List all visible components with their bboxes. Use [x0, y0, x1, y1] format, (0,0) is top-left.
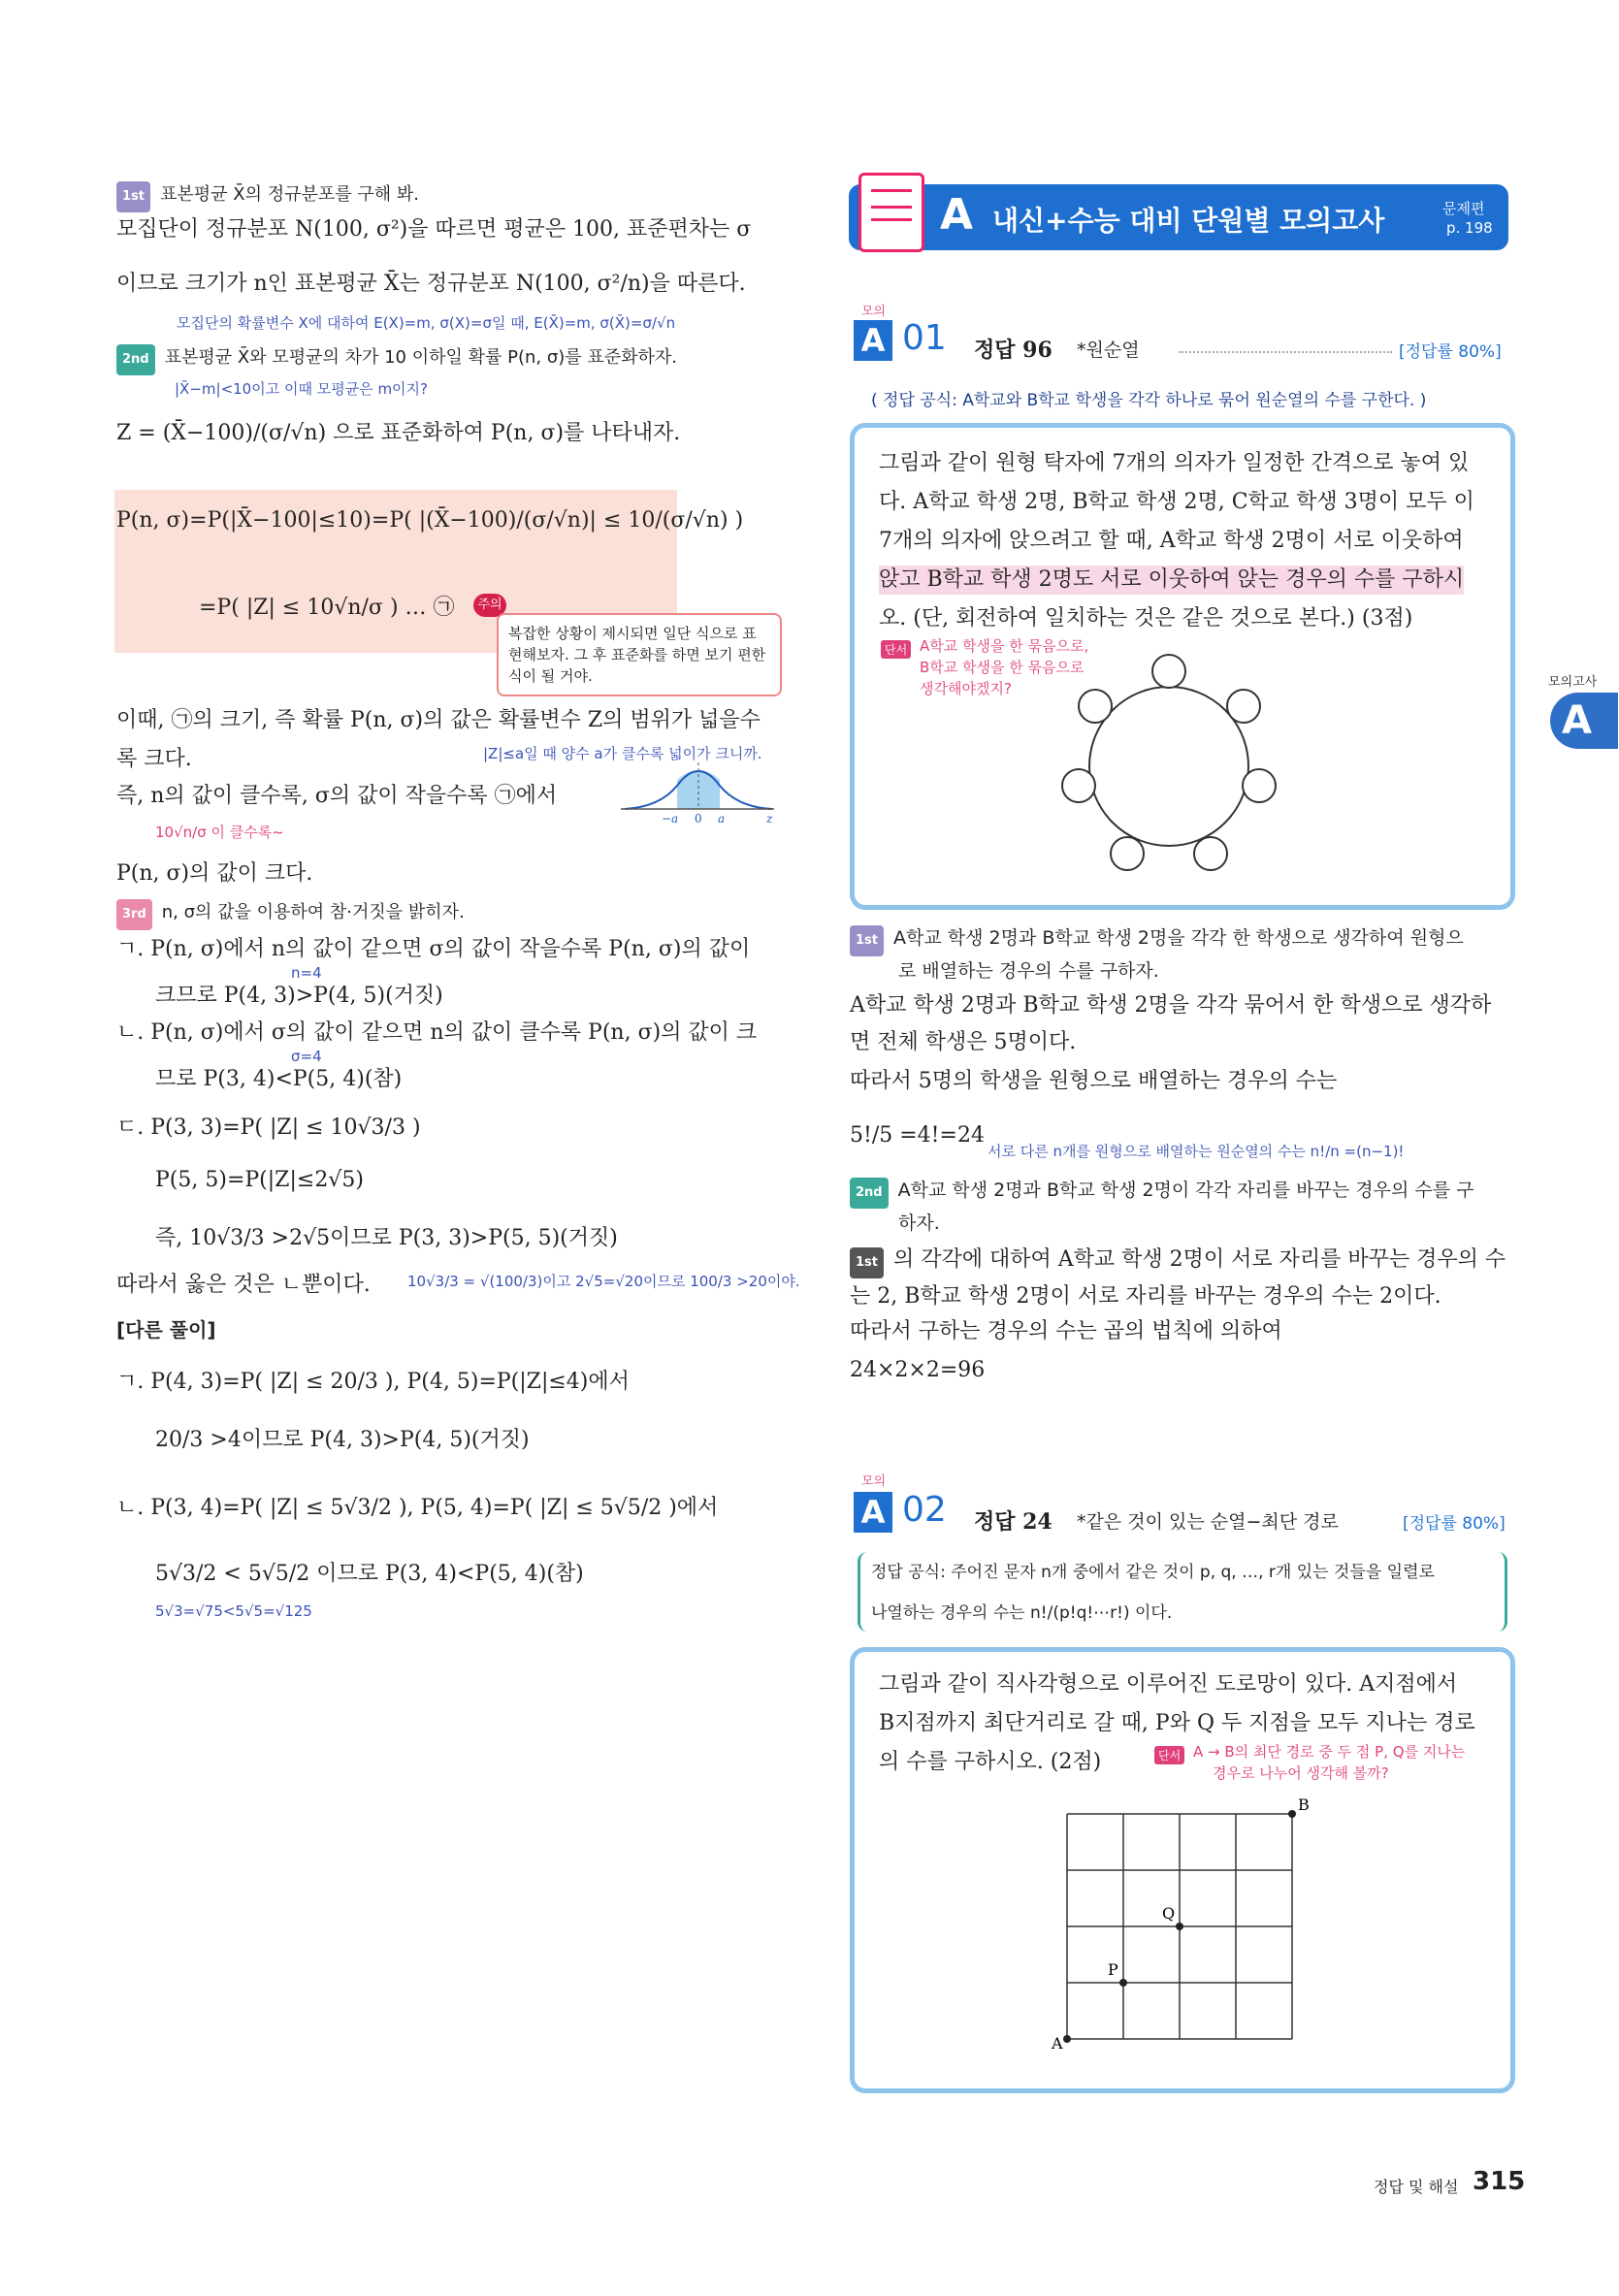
chair — [1243, 769, 1276, 802]
alt-line-4: 5√3/2 < 5√5/2 이므로 P(3, 4)<P(5, 4)(참) — [155, 1562, 584, 1586]
chair — [1062, 769, 1095, 802]
q1-letter: A — [854, 320, 892, 361]
note-2: |X̄−m|<10이고 이때 모평균은 m이지? — [175, 380, 428, 398]
box-line-2: =P( |Z| ≤ 10√n/σ ) … ㉠ — [199, 596, 455, 620]
point-A-dot — [1063, 2035, 1071, 2043]
para-2: 이므로 크기가 n인 표본평균 X̄는 정규분포 N(100, σ²/n)을 따른다. — [116, 272, 746, 296]
step2-badge: 2nd — [116, 344, 155, 375]
caution-tag: 주의 — [473, 594, 506, 617]
q2-answer: 정답 24 — [974, 1509, 1052, 1535]
q1-text-8: 24×2×2=96 — [850, 1358, 986, 1382]
point-Q-label: Q — [1162, 1904, 1176, 1923]
banner-title: 내신+수능 대비 단원별 모의고사 — [992, 205, 1385, 237]
label-minus-a: −a — [662, 812, 679, 823]
point-B-dot — [1288, 1810, 1296, 1818]
na-note: σ=4 — [291, 1048, 322, 1065]
q1-rate: [정답률 80%] — [1399, 342, 1502, 362]
chair — [1194, 837, 1227, 870]
q1-step1-cont: 로 배열하는 경우의 수를 구하자. — [898, 960, 1159, 982]
step1-badge: 1st — [116, 181, 150, 212]
q1-step1: 1st A학교 학생 2명과 B학교 학생 2명을 각각 한 학생으로 생각하여 원형으 — [850, 923, 1464, 956]
q1-text-3: 따라서 5명의 학생을 원형으로 배열하는 경우의 수는 — [850, 1069, 1338, 1093]
q1-text-1: A학교 학생 2명과 B학교 학생 2명을 각각 묶어서 한 학생으로 생각하 — [850, 993, 1492, 1018]
ga-note: n=4 — [291, 964, 322, 982]
na-line-1: ㄴ. P(n, σ)에서 σ의 값이 같으면 n의 값이 클수록 P(n, σ)의 값이 크 — [116, 1020, 758, 1045]
note-5: 10√3/3 = √(100/3)이고 2√5=√20이므로 100/3 >20이야. — [407, 1273, 800, 1290]
q1-problem-line-1: 그림과 같이 원형 탁자에 7개의 의자가 일정한 간격으로 놓여 있 — [879, 451, 1470, 475]
q1-formula: ( 정답 공식: A학교와 B학교 학생을 각각 하나로 묶어 원순열의 수를 구한다. ) — [871, 391, 1427, 410]
alt-solution-title: [다른 풀이] — [116, 1318, 216, 1342]
note-1: 모집단의 확률변수 X에 대하여 E(X)=m, σ(X)=σ일 때, E(X̄)=m, σ(X̄)=σ/√n — [177, 314, 676, 332]
q1-dots — [1179, 351, 1392, 353]
unit-banner — [849, 184, 1508, 250]
banner-ref-2: p. 198 — [1446, 219, 1493, 237]
q2-hint-2: 경우로 나누어 생각해 볼까? — [1213, 1764, 1389, 1782]
q1-topic: *원순열 — [1077, 340, 1140, 361]
q1-hint-3: 생각해야겠지? — [920, 680, 1012, 697]
q1-step2-cont: 하자. — [898, 1213, 940, 1234]
point-A-label: A — [1052, 2034, 1063, 2053]
da-line-2: P(5, 5)=P(|Z|≤2√5) — [155, 1168, 364, 1192]
label-z: z — [766, 812, 773, 823]
note-3: |Z|≤a일 때 양수 a가 클수록 넓이가 크니까. — [483, 745, 762, 762]
page-number: 315 — [1473, 2167, 1526, 2196]
para-1: 모집단이 정규분포 N(100, σ²)을 따르면 평균은 100, 표준편차는 σ — [116, 217, 752, 242]
q2-topic: *같은 것이 있는 순열−최단 경로 — [1077, 1511, 1339, 1533]
q1-note: 서로 다른 n개를 원형으로 배열하는 원순열의 수는 n!/n =(n−1)! — [988, 1143, 1405, 1160]
q1-text-4: 5!/5 =4!=24 — [850, 1123, 985, 1148]
banner-letter: A — [940, 190, 974, 240]
step3-title: 3rd n, σ의 값을 이용하여 참·거짓을 밝히자. — [116, 898, 465, 930]
q2-hint-1: A → B의 최단 경로 중 두 점 P, Q를 지나는 — [1193, 1743, 1466, 1761]
point-Q-dot — [1176, 1923, 1183, 1930]
q2-rate: [정답률 80%] — [1403, 1514, 1506, 1534]
q2-letter: A — [854, 1492, 892, 1533]
normal-curve-figure — [621, 755, 776, 823]
q2-formula-2: 나열하는 경우의 수는 n!/(p!q!⋯r!) 이다. — [871, 1603, 1173, 1623]
conclusion: 따라서 옳은 것은 ㄴ뿐이다. — [116, 1273, 371, 1297]
para-3: 이때, ㉠의 크기, 즉 확률 P(n, σ)의 값은 확률변수 Z의 범위가 넓을수 — [116, 708, 761, 732]
q1-text-7: 따라서 구하는 경우의 수는 곱의 법칙에 의하여 — [850, 1319, 1282, 1343]
q1-tag: 모의 — [861, 305, 887, 319]
side-tab-label: 모의고사 — [1548, 675, 1598, 690]
q1-problem-line-3: 7개의 의자에 앉으려고 할 때, A학교 학생 2명이 서로 이웃하여 — [879, 529, 1464, 553]
para-5: 즉, n의 값이 클수록, σ의 값이 작을수록 ㉠에서 — [116, 784, 558, 808]
q1-step2-badge: 2nd — [850, 1178, 889, 1209]
chair — [1227, 690, 1260, 723]
point-P-label: P — [1108, 1960, 1118, 1979]
banner-ref-1: 문제편 — [1442, 200, 1485, 217]
q1-step2: 2nd A학교 학생 2명과 B학교 학생 2명이 각각 자리를 바꾸는 경우의 수를 구 — [850, 1176, 1473, 1209]
q2-number: 02 — [902, 1490, 947, 1530]
q2-problem-line-3: 의 수를 구하시오. (2점) — [879, 1750, 1102, 1774]
chair — [1079, 690, 1112, 723]
q1-problem-line-4: 앉고 B학교 학생 2명도 서로 이웃하여 앉는 경우의 수를 구하시 — [879, 566, 1464, 595]
q1-hint-2: B학교 학생을 한 묶음으로 — [920, 659, 1085, 676]
ga-line-1: ㄱ. P(n, σ)에서 n의 값이 같으면 σ의 값이 작을수록 P(n, σ)의 값이 — [116, 937, 751, 961]
caution-callout: 복잡한 상황이 제시되면 일단 식으로 표현해보자. 그 후 표준화를 하면 보기 편한 식이 될 거야. — [497, 613, 782, 696]
q1-problem-line-2: 다. A학교 학생 2명, B학교 학생 2명, C학교 학생 3명이 모두 이 — [879, 490, 1474, 514]
q1-problem-line-5: 오. (단, 회전하여 일치하는 것은 같은 것으로 본다.) (3점) — [879, 606, 1413, 631]
label-zero: 0 — [695, 812, 702, 823]
point-P-dot — [1119, 1979, 1127, 1987]
label-a: a — [718, 812, 726, 823]
q1-answer: 정답 96 — [974, 338, 1052, 363]
road-grid-figure — [1048, 1795, 1329, 2056]
q1-text-6: 는 2, B학교 학생 2명이 서로 자리를 바꾸는 경우의 수는 2이다. — [850, 1284, 1441, 1309]
ga-line-2: 크므로 P(4, 3)>P(4, 5)(거짓) — [155, 984, 443, 1008]
box-line-1: P(n, σ)=P(|X̄−100|≤10)=P( |(X̄−100)/(σ/√n)| ≤ 10/(σ/√n) ) — [116, 508, 744, 533]
q1-text-2: 면 전체 학생은 5명이다. — [850, 1030, 1077, 1054]
side-tab-letter: A — [1550, 693, 1618, 749]
step2-title: 2nd 표본평균 X̄와 모평균의 차가 10 이하일 확률 P(n, σ)를 표준화하자. — [116, 343, 677, 375]
step1-title: 1st 표본평균 X̄의 정규분포를 구해 봐. — [116, 180, 419, 212]
q2-problem-line-2: B지점까지 최단거리로 갈 때, P와 Q 두 지점을 모두 지나는 경로 — [879, 1711, 1475, 1735]
alt-line-2: 20/3 >4이므로 P(4, 3)>P(4, 5)(거짓) — [155, 1428, 530, 1452]
note-4: 10√n/σ 이 클수록~ — [155, 824, 284, 841]
alt-line-3: ㄴ. P(3, 4)=P( |Z| ≤ 5√3/2 ), P(5, 4)=P( |Z| ≤ 5√5/2 )에서 — [116, 1496, 719, 1520]
q1-text-5: 1st 의 각각에 대하여 A학교 학생 2명이 서로 자리를 바꾸는 경우의 수 — [850, 1245, 1506, 1278]
alt-line-1: ㄱ. P(4, 3)=P( |Z| ≤ 20/3 ), P(4, 5)=P(|Z|≤4)에서 — [116, 1370, 630, 1394]
table-circle — [1089, 687, 1248, 846]
q1-number: 01 — [902, 318, 947, 358]
footer-label: 정답 및 해설 — [1374, 2178, 1459, 2196]
para-6: P(n, σ)의 값이 크다. — [116, 861, 313, 886]
q2-formula-1: 정답 공식: 주어진 문자 n개 중에서 같은 것이 p, q, …, r개 있는 것들을 일렬로 — [871, 1563, 1435, 1582]
da-line-3: 즉, 10√3/3 >2√5이므로 P(3, 3)>P(5, 5)(거짓) — [155, 1226, 618, 1250]
da-line-1: ㄷ. P(3, 3)=P( |Z| ≤ 10√3/3 ) — [116, 1116, 421, 1140]
na-line-2: 므로 P(3, 4)<P(5, 4)(참) — [155, 1067, 403, 1091]
q1-step1-badge: 1st — [850, 925, 884, 956]
q2-hint-tag: 단서 — [1154, 1746, 1184, 1764]
ref-step1-badge: 1st — [850, 1247, 884, 1278]
z-definition: Z = (X̄−100)/(σ/√n) 으로 표준화하여 P(n, σ)를 나타내자. — [116, 421, 681, 445]
clipboard-icon — [858, 173, 924, 252]
para-4: 록 크다. — [116, 747, 192, 771]
q2-problem-line-1: 그림과 같이 직사각형으로 이루어진 도로망이 있다. A지점에서 — [879, 1672, 1458, 1697]
q1-hint-tag: 단서 — [881, 640, 911, 659]
chair — [1111, 837, 1144, 870]
chair — [1152, 655, 1185, 688]
point-B-label: B — [1298, 1795, 1310, 1814]
round-table-figure — [1048, 640, 1280, 892]
note-6: 5√3=√75<5√5=√125 — [155, 1602, 312, 1620]
q2-tag: 모의 — [861, 1474, 887, 1489]
step3-badge: 3rd — [116, 899, 152, 930]
q1-hint-1: A학교 학생을 한 묶음으로, — [920, 637, 1089, 655]
